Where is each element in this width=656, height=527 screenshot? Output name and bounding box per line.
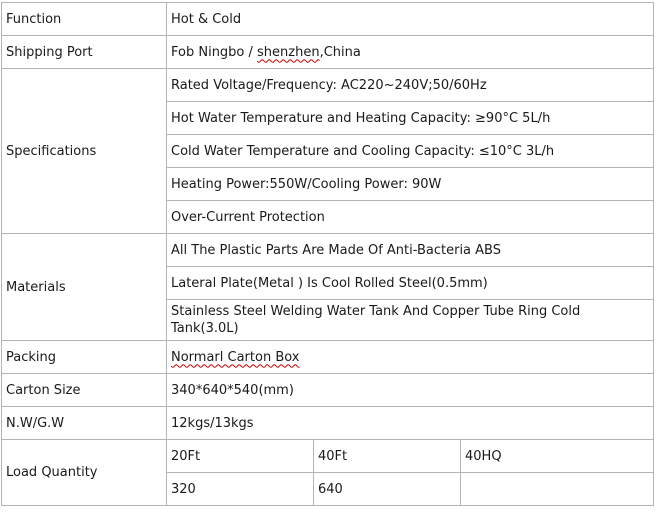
load-header-20ft: 20Ft <box>167 440 314 473</box>
carton-size-label: Carton Size <box>2 374 167 407</box>
function-label: Function <box>2 3 167 36</box>
spec-item: Hot Water Temperature and Heating Capacity: ≥90°C 5L/h <box>167 102 654 135</box>
table-row <box>2 440 654 473</box>
spec-item: Cold Water Temperature and Cooling Capacity: ≤10°C 3L/h <box>167 135 654 168</box>
shipping-port-text: Fob Ningbo / <box>171 44 258 60</box>
table-row <box>2 341 654 374</box>
load-quantity-label: Load Quantity <box>2 440 167 506</box>
packing-label: Packing <box>2 341 167 374</box>
materials-label: Materials <box>2 234 167 341</box>
shipping-port-label: Shipping Port <box>2 36 167 69</box>
shipping-port-value <box>167 36 654 69</box>
material-item: Lateral Plate(Metal ) Is Cool Rolled Steel(0.5mm) <box>167 267 654 300</box>
spec-item: Heating Power:550W/Cooling Power: 90W <box>167 168 654 201</box>
spec-item: Rated Voltage/Frequency: AC220~240V;50/60Hz <box>167 69 654 102</box>
table-row <box>2 407 654 440</box>
packing-text: Normarl Carton Box <box>171 349 300 365</box>
load-header-40ft: 40Ft <box>314 440 461 473</box>
table-row <box>2 36 654 69</box>
load-value-40hq <box>461 473 654 506</box>
table-row <box>2 3 654 36</box>
table-row <box>2 69 654 102</box>
specifications-label: Specifications <box>2 69 167 234</box>
load-header-40hq: 40HQ <box>461 440 654 473</box>
table-row <box>2 234 654 267</box>
material-item: All The Plastic Parts Are Made Of Anti-Bacteria ABS <box>167 234 654 267</box>
shipping-port-city: shenzhen <box>257 44 320 60</box>
spec-item: Over-Current Protection <box>167 201 654 234</box>
table-row <box>2 374 654 407</box>
carton-size-value: 340*640*540(mm) <box>167 374 654 407</box>
shipping-port-country: ,China <box>319 44 361 60</box>
packing-value <box>167 341 654 374</box>
spec-table <box>1 2 654 506</box>
nw-gw-label: N.W/G.W <box>2 407 167 440</box>
nw-gw-value: 12kgs/13kgs <box>167 407 654 440</box>
function-value: Hot & Cold <box>167 3 654 36</box>
material-item: Stainless Steel Welding Water Tank And Copper Tube Ring Cold Tank(3.0L) <box>167 300 654 341</box>
load-value-20ft: 320 <box>167 473 314 506</box>
load-value-40ft: 640 <box>314 473 461 506</box>
